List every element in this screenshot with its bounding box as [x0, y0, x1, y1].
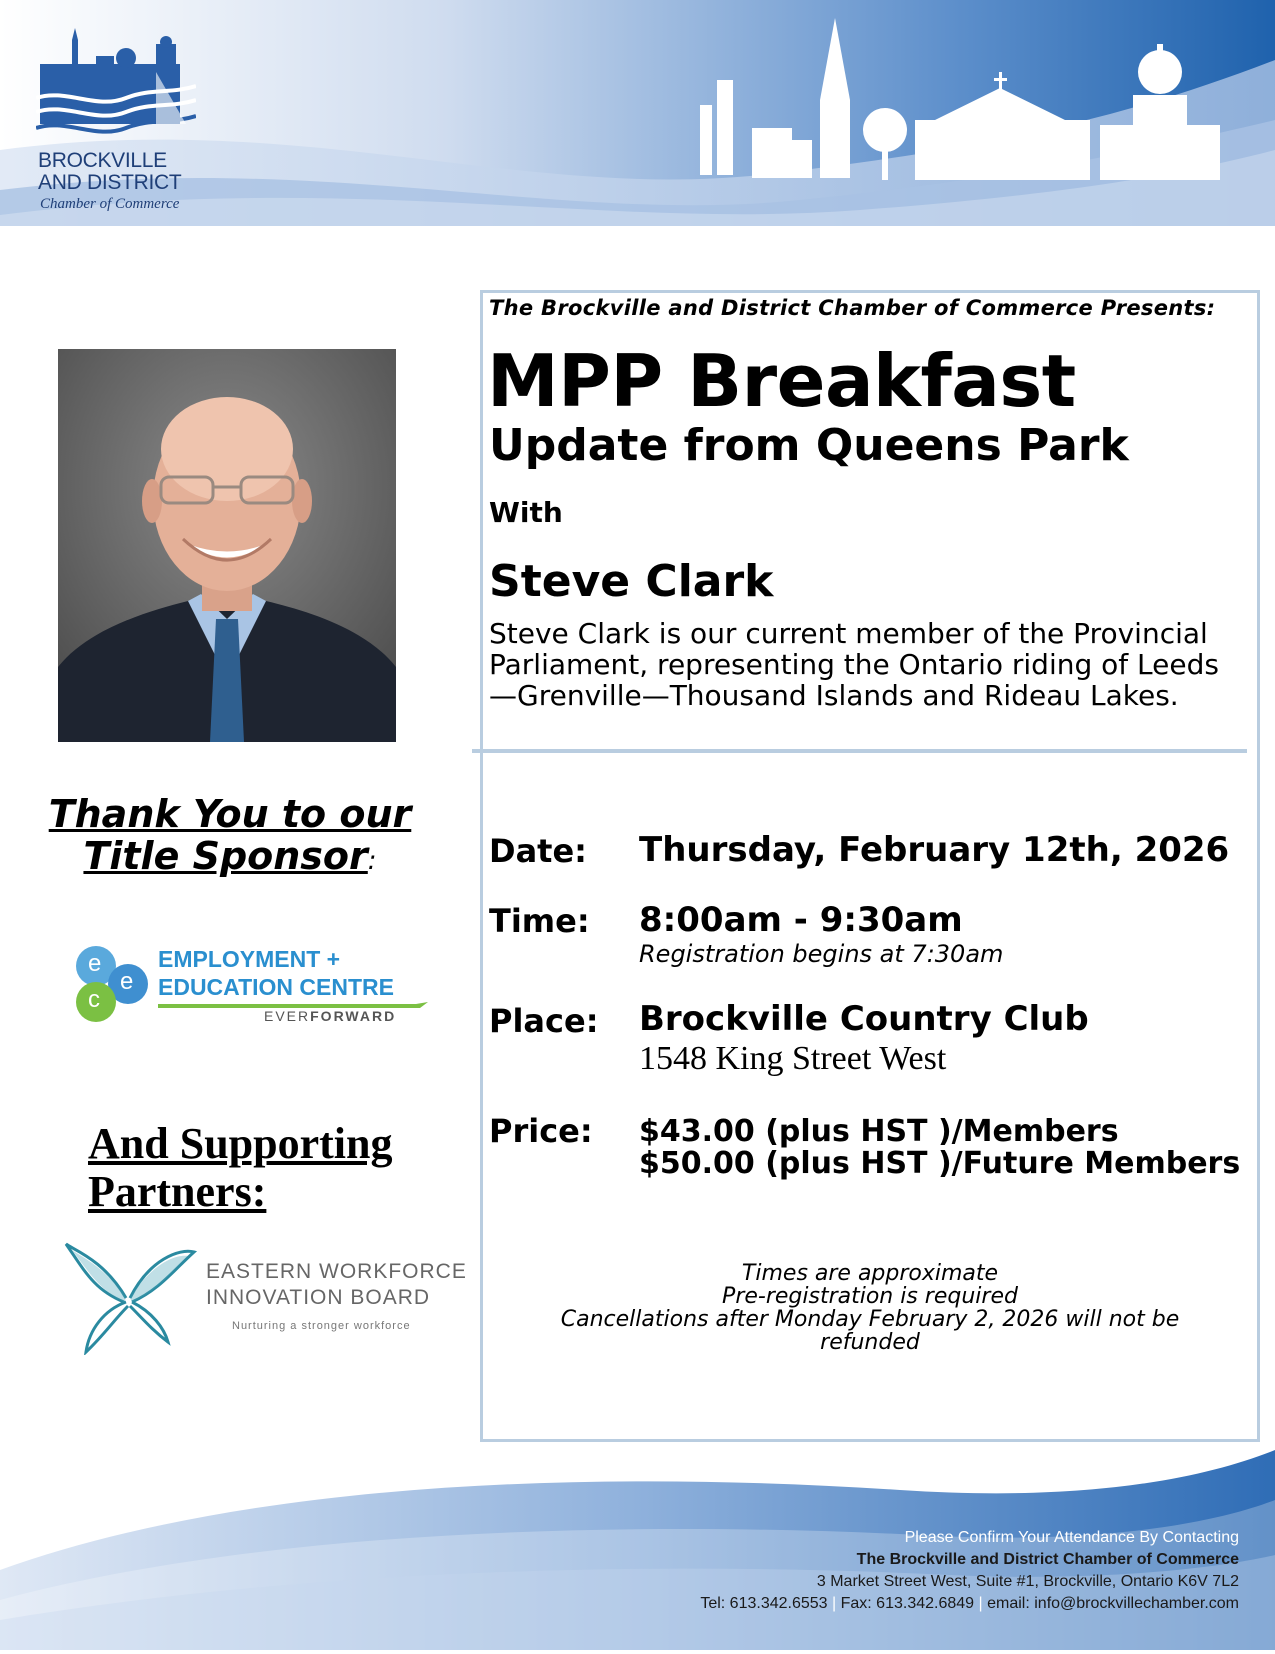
- footer-sep-2: |: [978, 1595, 983, 1612]
- event-title: MPP Breakfast: [487, 339, 1076, 423]
- time-value: 8:00am - 9:30am: [639, 900, 963, 940]
- ewib-line1: EASTERN WORKFORCE: [206, 1260, 467, 1283]
- supporting-line2: Partners:: [88, 1167, 267, 1216]
- price-label: Price:: [489, 1112, 593, 1150]
- with-label: With: [489, 496, 563, 529]
- place-label: Place:: [489, 1002, 599, 1040]
- price-members: $43.00 (plus HST )/Members: [639, 1114, 1119, 1149]
- footer-line1: Please Confirm Your Attendance By Contacting: [904, 1529, 1239, 1546]
- thanks-line1: Thank You to our: [48, 792, 412, 836]
- date-value: Thursday, February 12th, 2026: [639, 830, 1230, 870]
- eec-circle-letter-2: e: [120, 968, 134, 995]
- thanks-line2: Title Sponsor: [83, 834, 368, 878]
- footer-address: 3 Market Street West, Suite #1, Brockville, Ontario K6V 7L2: [816, 1573, 1239, 1590]
- event-box-divider: [472, 749, 1247, 753]
- place-address: 1548 King Street West: [639, 1040, 947, 1077]
- eec-circles-icon: [74, 940, 154, 1030]
- eec-tagline-ever: EVER: [264, 1008, 311, 1024]
- notes-line1: Times are approximate: [741, 1261, 999, 1286]
- event-subtitle: Update from Queens Park: [489, 420, 1129, 471]
- eec-line2: EDUCATION CENTRE: [158, 974, 394, 1000]
- footer-line2: The Brockville and District Chamber of Commerce: [856, 1551, 1239, 1568]
- supporting-line1: And Supporting: [88, 1119, 393, 1168]
- footer-sep-1: |: [832, 1595, 837, 1612]
- footer-wave-graphic: [0, 1450, 1275, 1650]
- time-label: Time:: [489, 902, 590, 940]
- eec-circle-letter-1: e: [88, 950, 102, 977]
- registration-note: Registration begins at 7:30am: [639, 940, 1004, 968]
- presents-line: The Brockville and District Chamber of Commerce Presents:: [489, 296, 1216, 320]
- footer-email[interactable]: email: info@brockvillechamber.com: [987, 1595, 1239, 1612]
- employment-education-centre-logo: [74, 940, 434, 1030]
- notes-line3: Cancellations after Monday February 2, 2026 will not be refunded: [560, 1307, 1180, 1355]
- speaker-name: Steve Clark: [489, 556, 774, 607]
- title-sponsor-heading: [30, 793, 430, 882]
- logo-text-line3: Chamber of Commerce: [40, 196, 180, 212]
- place-name: Brockville Country Club: [639, 999, 1089, 1039]
- eec-tagline-forward: FORWARD: [310, 1008, 397, 1024]
- speaker-bio: Steve Clark is our current member of the Provincial Parliament, representing the Ontario riding of Leeds—Grenville—Thousand Islands and Rideau Lakes.: [489, 617, 1219, 712]
- footer-banner: [0, 1450, 1275, 1650]
- footer-contact: [700, 1595, 1239, 1613]
- logo-text-line2: AND DISTRICT: [38, 171, 182, 194]
- thanks-colon: :: [367, 846, 377, 876]
- chamber-logo-icon: [36, 28, 196, 148]
- eec-tagline: [264, 1008, 396, 1024]
- logo-text-line1: BROCKVILLE: [38, 149, 167, 172]
- event-notes: [520, 1262, 1220, 1354]
- ewib-tagline: Nurturing a stronger workforce: [232, 1320, 411, 1332]
- speaker-portrait-image: [58, 349, 396, 742]
- supporting-partners-heading: [88, 1120, 392, 1216]
- price-future-members: $50.00 (plus HST )/Future Members: [639, 1146, 1241, 1181]
- footer-tel: Tel: 613.342.6553: [700, 1595, 828, 1612]
- eastern-workforce-innovation-board-logo: [64, 1240, 467, 1355]
- footer-fax: Fax: 613.342.6849: [840, 1595, 975, 1612]
- speaker-photo: [58, 349, 396, 742]
- ewib-line2: INNOVATION BOARD: [206, 1286, 431, 1309]
- eec-line1: EMPLOYMENT +: [158, 946, 341, 972]
- date-label: Date:: [489, 832, 587, 870]
- notes-line2: Pre-registration is required: [722, 1284, 1018, 1309]
- butterfly-icon: [64, 1240, 199, 1355]
- eec-circle-letter-3: c: [88, 986, 100, 1013]
- chamber-logo: [36, 28, 206, 218]
